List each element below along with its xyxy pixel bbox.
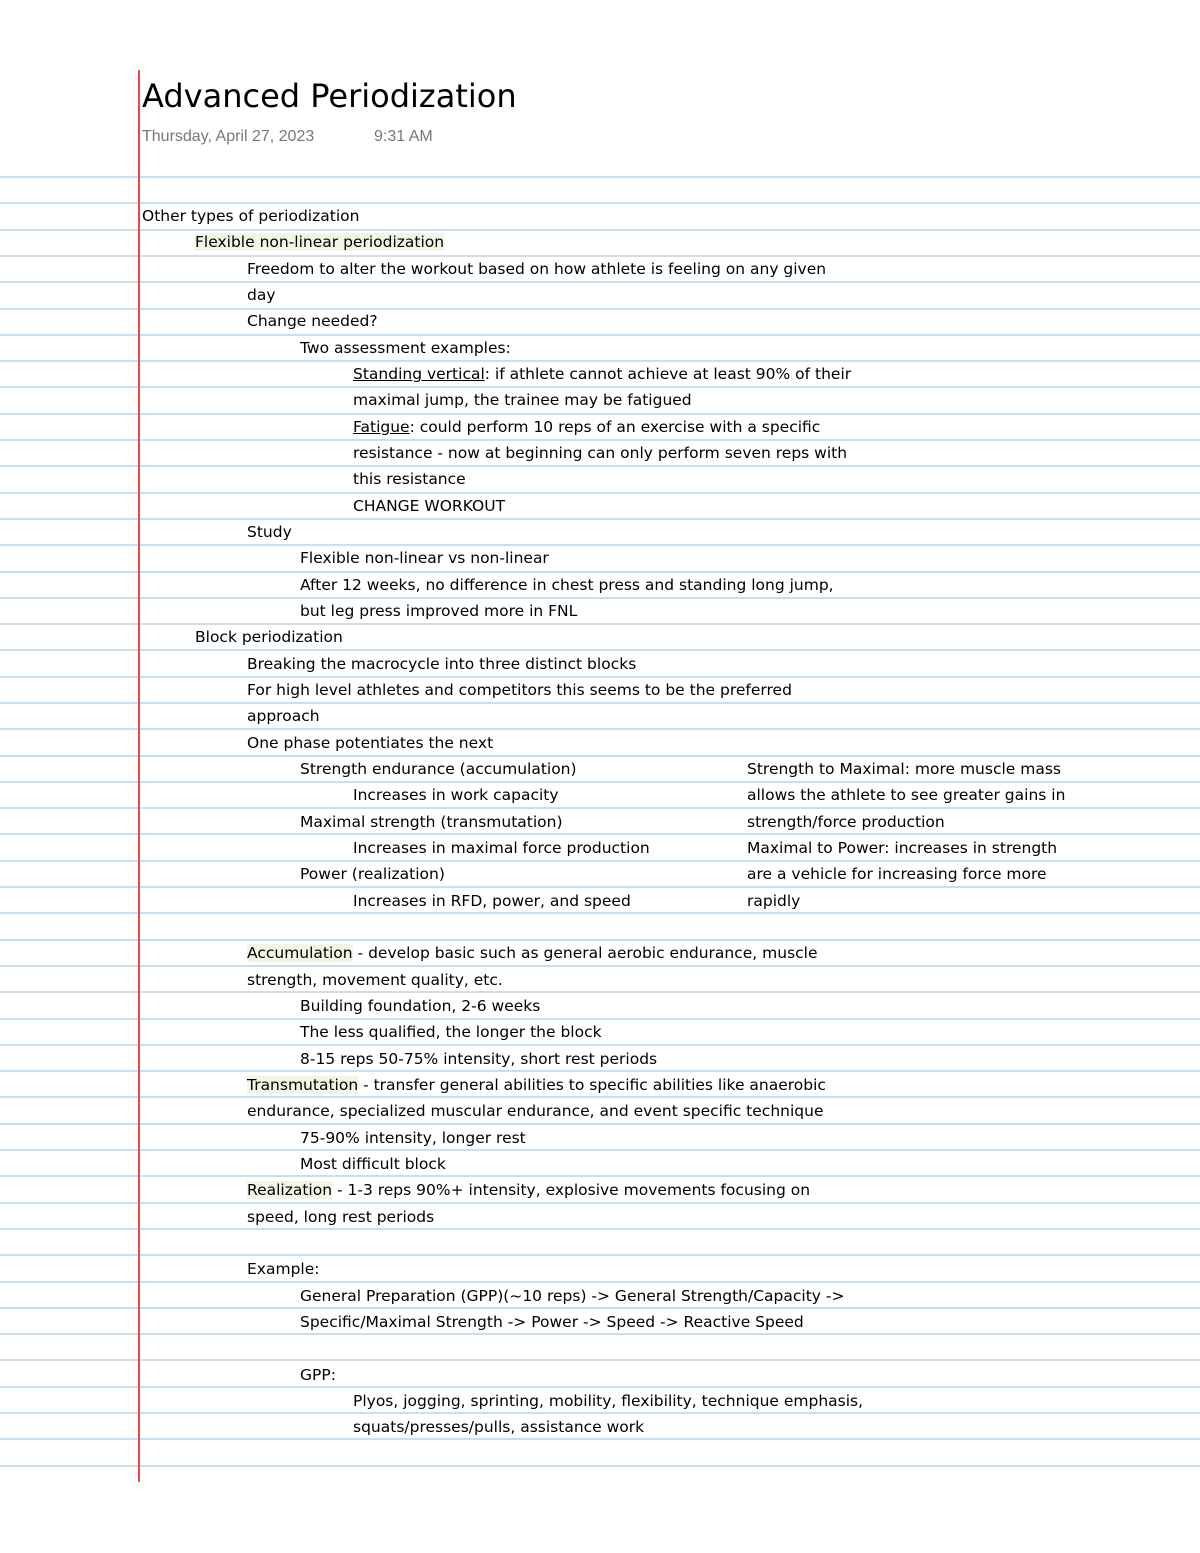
note-line: Flexible non-linear vs non-linear: [300, 549, 549, 567]
highlighted-text: Transmutation: [247, 1076, 359, 1094]
ruled-line: [0, 1228, 1200, 1230]
ruled-line: [0, 518, 1200, 520]
note-line: Increases in RFD, power, and speed: [353, 892, 631, 910]
note-line: Increases in maximal force production: [353, 839, 650, 857]
ruled-line: [0, 1333, 1200, 1335]
note-line: Two assessment examples:: [300, 339, 511, 357]
note-line: Specific/Maximal Strength -> Power -> Speed -> Reactive Speed: [300, 1313, 804, 1331]
ruled-line: [0, 1096, 1200, 1098]
note-text: - develop basic such as general aerobic endurance, muscle: [352, 944, 818, 962]
note-line: Increases in work capacity: [353, 786, 559, 804]
note-line: GPP:: [300, 1366, 336, 1384]
ruled-line: [0, 597, 1200, 599]
note-line: Power (realization): [300, 865, 445, 883]
note-line: Block periodization: [195, 628, 343, 646]
note-line: this resistance: [353, 470, 466, 488]
ruled-line: [0, 807, 1200, 809]
note-line: Strength endurance (accumulation): [300, 760, 577, 778]
ruled-line: [0, 255, 1200, 257]
ruled-line: [0, 413, 1200, 415]
note-line: Maximal strength (transmutation): [300, 813, 563, 831]
page-title[interactable]: Advanced Periodization: [142, 77, 517, 115]
ruled-line: [0, 1175, 1200, 1177]
page-date: Thursday, April 27, 2023: [142, 128, 315, 145]
ruled-line: [0, 755, 1200, 757]
highlighted-text: Flexible non-linear periodization: [195, 233, 445, 251]
margin-line: [138, 70, 140, 1482]
ruled-line: [0, 1386, 1200, 1388]
ruled-line: [0, 544, 1200, 546]
ruled-line: [0, 439, 1200, 441]
note-line: Change needed?: [247, 312, 378, 330]
side-note-line: Strength to Maximal: more muscle mass: [747, 760, 1061, 778]
note-line: [247, 1179, 810, 1201]
ruled-line: [0, 1070, 1200, 1072]
side-note-line: allows the athlete to see greater gains in: [747, 786, 1066, 804]
note-line: resistance - now at beginning can only perform seven reps with: [353, 444, 848, 462]
note-line: [353, 416, 820, 438]
ruled-line: [0, 229, 1200, 231]
underlined-text: Fatigue: [353, 418, 410, 436]
ruled-line: [0, 308, 1200, 310]
note-line: maximal jump, the trainee may be fatigued: [353, 391, 692, 409]
ruled-line: [0, 1149, 1200, 1151]
note-line: The less qualified, the longer the block: [300, 1023, 602, 1041]
note-line: Study: [247, 523, 292, 541]
note-line: Freedom to alter the workout based on how athlete is feeling on any given: [247, 260, 827, 278]
ruled-line: [0, 1018, 1200, 1020]
note-line: Other types of periodization: [142, 207, 360, 225]
side-note-line: are a vehicle for increasing force more: [747, 865, 1047, 883]
note-line: Building foundation, 2-6 weeks: [300, 997, 541, 1015]
note-line: squats/presses/pulls, assistance work: [353, 1418, 645, 1436]
note-line: After 12 weeks, no difference in chest press and standing long jump,: [300, 576, 834, 594]
ruled-line: [0, 939, 1200, 941]
ruled-line: [0, 1412, 1200, 1414]
note-line: For high level athletes and competitors this seems to be the preferred: [247, 681, 792, 699]
ruled-line: [0, 1281, 1200, 1283]
ruled-line: [0, 991, 1200, 993]
note-text: - transfer general abilities to specific abilities like anaerobic: [358, 1076, 826, 1094]
ruled-line: [0, 492, 1200, 494]
ruled-line: [0, 465, 1200, 467]
note-line: CHANGE WORKOUT: [353, 497, 506, 515]
ruled-line: [0, 1123, 1200, 1125]
ruled-line: [0, 860, 1200, 862]
note-line: [247, 1074, 826, 1096]
note-line: strength, movement quality, etc.: [247, 971, 503, 989]
note-line: Most difficult block: [300, 1155, 446, 1173]
ruled-line: [0, 912, 1200, 914]
ruled-line: [0, 886, 1200, 888]
highlighted-text: Accumulation: [247, 944, 353, 962]
side-note-line: rapidly: [747, 892, 801, 910]
ruled-line: [0, 1438, 1200, 1440]
highlighted-text: Realization: [247, 1181, 333, 1199]
note-line: endurance, specialized muscular endurance, and event specific technique: [247, 1102, 824, 1120]
note-line: 8-15 reps 50-75% intensity, short rest periods: [300, 1050, 658, 1068]
ruled-line: [0, 176, 1200, 178]
note-line: Example:: [247, 1260, 320, 1278]
ruled-line: [0, 649, 1200, 651]
ruled-line: [0, 623, 1200, 625]
ruled-line: [0, 728, 1200, 730]
ruled-line: [0, 1044, 1200, 1046]
note-line: speed, long rest periods: [247, 1208, 435, 1226]
note-line: Breaking the macrocycle into three distinct blocks: [247, 655, 637, 673]
note-text: - 1-3 reps 90%+ intensity, explosive movements focusing on: [332, 1181, 811, 1199]
ruled-line: [0, 1202, 1200, 1204]
ruled-line: [0, 281, 1200, 283]
ruled-line: [0, 965, 1200, 967]
note-line: One phase potentiates the next: [247, 734, 494, 752]
side-note-line: strength/force production: [747, 813, 945, 831]
note-line: approach: [247, 707, 320, 725]
page-time: 9:31 AM: [374, 128, 433, 145]
note-line: [247, 942, 818, 964]
ruled-line: [0, 202, 1200, 204]
note-line: day: [247, 286, 276, 304]
note-line: General Preparation (GPP)(~10 reps) -> General Strength/Capacity ->: [300, 1287, 845, 1305]
ruled-line: [0, 1359, 1200, 1361]
ruled-line: [0, 334, 1200, 336]
underlined-text: Standing vertical: [353, 365, 485, 383]
note-text: : could perform 10 reps of an exercise with a specific: [409, 418, 821, 436]
note-line: [195, 231, 444, 253]
ruled-line: [0, 702, 1200, 704]
note-line: Plyos, jogging, sprinting, mobility, flexibility, technique emphasis,: [353, 1392, 864, 1410]
note-line: [353, 363, 851, 385]
note-line: but leg press improved more in FNL: [300, 602, 578, 620]
ruled-line: [0, 571, 1200, 573]
ruled-line: [0, 386, 1200, 388]
ruled-line: [0, 1465, 1200, 1467]
ruled-line: [0, 1307, 1200, 1309]
note-text: : if athlete cannot achieve at least 90% of their: [484, 365, 852, 383]
ruled-line: [0, 833, 1200, 835]
side-note-line: Maximal to Power: increases in strength: [747, 839, 1058, 857]
ruled-line: [0, 676, 1200, 678]
ruled-line: [0, 360, 1200, 362]
ruled-line: [0, 781, 1200, 783]
ruled-line: [0, 1254, 1200, 1256]
note-line: 75-90% intensity, longer rest: [300, 1129, 526, 1147]
